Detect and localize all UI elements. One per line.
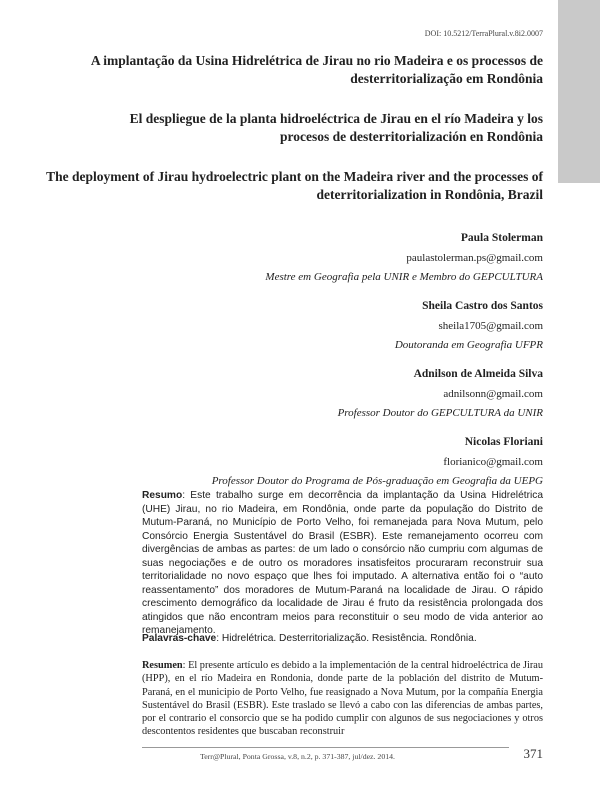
author-name: Nicolas Floriani (464, 436, 543, 448)
keywords-label: Palavras-chave (142, 633, 217, 644)
abstract-label: Resumo (142, 490, 183, 501)
footer-divider (142, 747, 509, 748)
author-email[interactable]: adnilsonn@gmail.com (443, 388, 543, 400)
author-block (123, 230, 543, 285)
author-email[interactable]: sheila1705@gmail.com (438, 320, 543, 332)
footer-citation: Terr@Plural, Ponta Grossa, v.8, n.2, p. 371-387, jul/dez. 2014. (200, 752, 395, 761)
author-affiliation: Professor Doutor do GEPCULTURA da UNIR (337, 407, 543, 419)
author-block (123, 298, 543, 353)
resumen-label: Resumen (142, 660, 183, 671)
title-portuguese: A implantação da Usina Hidrelétrica de Jirau no rio Madeira e os processos de desterritorialização em Rondônia (90, 53, 543, 86)
abstract-text: : Este trabalho surge em decorrência da implantação da Usina Hidrelétrica (UHE) Jirau, no rio Madeira, em Rondônia, onde parte da população do Distrito de Mutum-Paraná, no Município de Porto Velho, foi remanejada para Nova Mutum, pelo Consórcio Energia Sustentável do Brasil (ESBR). Este remanejamento ocorreu com divergências de ambas as partes: de um lado o consórcio não cumpriu com algumas de suas negociações e de outro os moradores insatisfeitos procuraram reconstruir sua territorialidade no novo espaço que lhes foi imputado. A alternativa então foi o “auto reassentamento” dos moradores de Mutum-Paraná na localidade de Jirau. O rápido crescimento demográfico da localidade de Jirau é fruto da resistência prolongada dos atingidos que não encontram meios para reconstituir o seu modo de vida anterior ao remanejamento. (142, 490, 543, 636)
abstract-spanish (142, 659, 543, 739)
keywords-text: : Hidrelétrica. Desterritorialização. Resistência. Rondônia. (216, 633, 477, 644)
side-margin-tab (558, 0, 600, 183)
author-list (123, 230, 543, 502)
author-name: Sheila Castro dos Santos (422, 300, 543, 312)
title-spanish: El despliegue de la planta hidroeléctrica de Jirau en el río Madeira y los procesos de desterritorialización en Rondônia (129, 111, 543, 144)
author-email[interactable]: paulastolerman.ps@gmail.com (406, 252, 543, 264)
author-block (123, 434, 543, 489)
author-affiliation: Professor Doutor do Programa de Pós-graduação em Geografia da UEPG (211, 475, 543, 487)
author-name: Adnilson de Almeida Silva (413, 368, 543, 380)
keywords (142, 632, 543, 646)
page-number: 371 (523, 746, 543, 761)
author-affiliation: Mestre em Geografia pela UNIR e Membro do GEPCULTURA (265, 271, 543, 283)
abstract-portuguese (142, 489, 543, 638)
author-block (123, 366, 543, 421)
author-name: Paula Stolerman (460, 232, 543, 244)
author-email[interactable]: florianico@gmail.com (443, 456, 543, 468)
resumen-text: : El presente artículo es debido a la implementación de la central hidroeléctrica de Jirau (HPP), en el río Madeira en Rondonia, donde parte de la población del distrito de Mutum-Paraná, en el municipio de Porto Velho, fue reasignado a Nova Mutum, por la compañía Energia Sustentável do Brasil (ESBR). Este traslado se llevó a cabo con las diferencias de ambas partes, por el contrario el consorcio que se ha podido cumplir con algunos de sus negociaciones y otros descontentos residentes que buscaban reconstruir (142, 660, 543, 738)
title-english: The deployment of Jirau hydroelectric plant on the Madeira river and the processes of deterritorialization in Rondônia, Brazil (46, 169, 543, 202)
author-affiliation: Doutoranda em Geografia UFPR (394, 339, 543, 351)
doi-label: DOI: 10.5212/TerraPlural.v.8i2.0007 (424, 29, 543, 38)
